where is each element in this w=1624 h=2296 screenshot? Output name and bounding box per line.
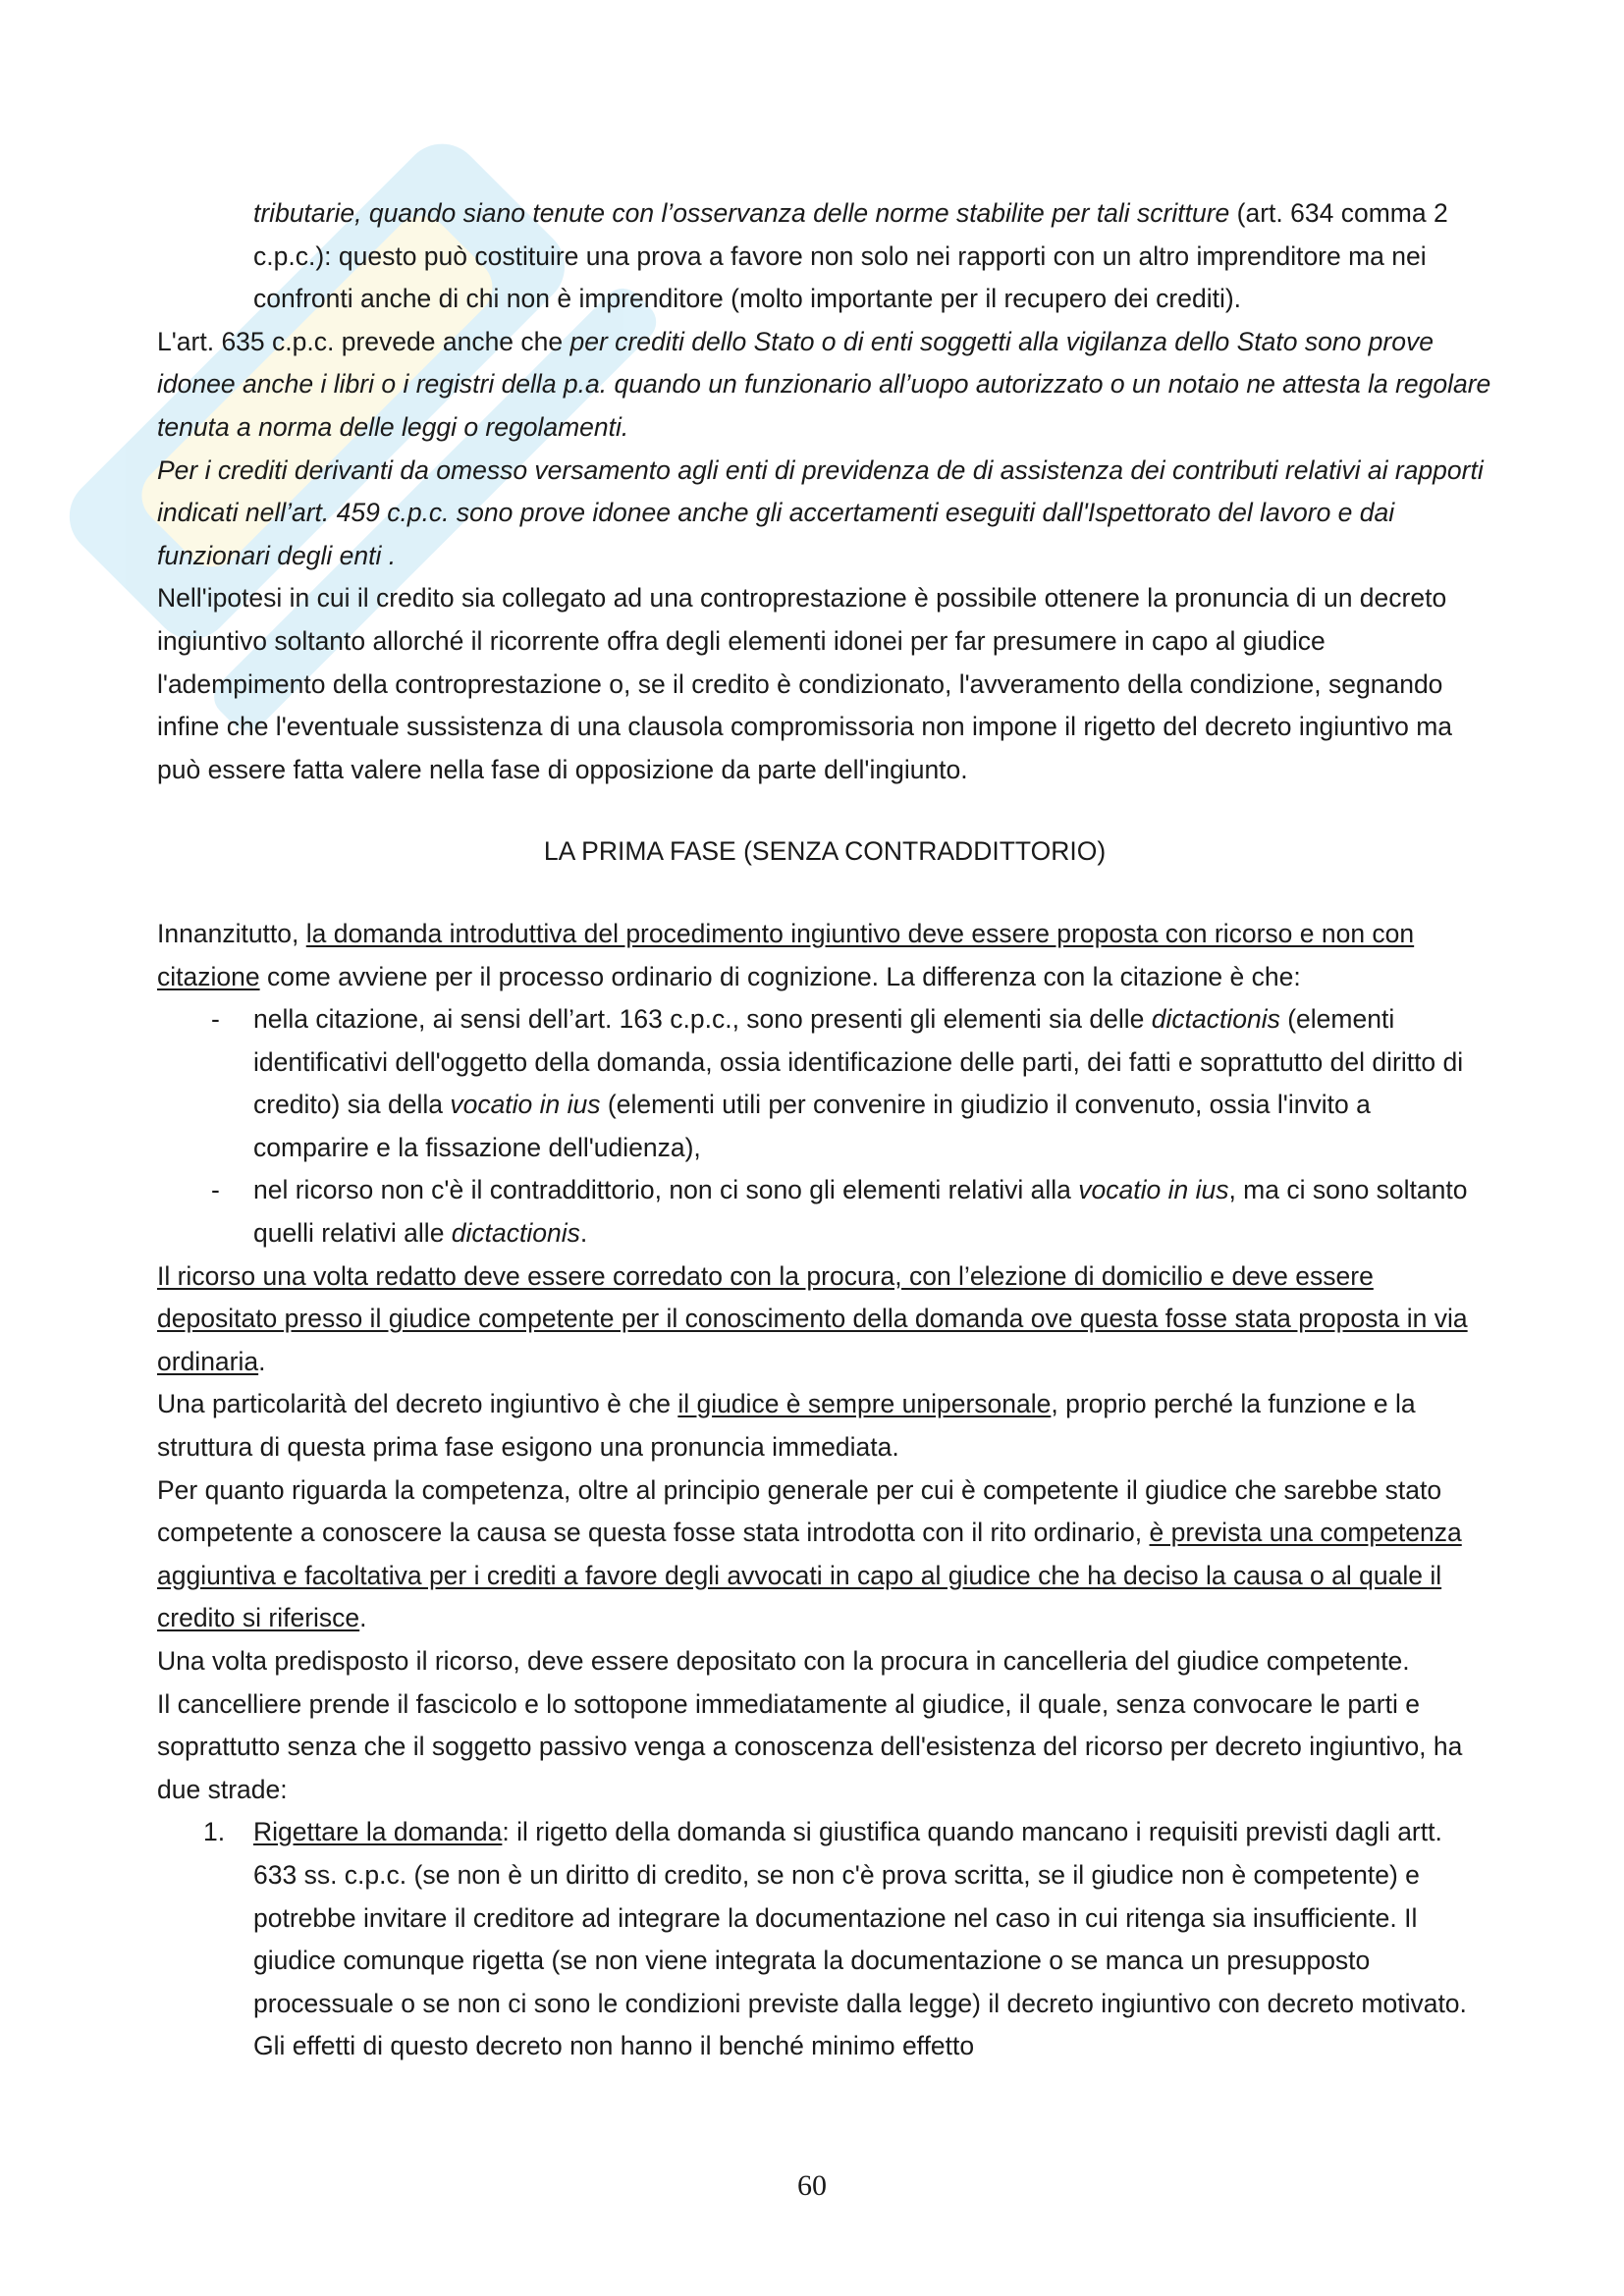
section-title: LA PRIMA FASE (SENZA CONTRADDITTORIO) — [543, 836, 1107, 867]
list-item: - nella citazione, ai sensi dell’art. 163 c.p.c., sono presenti gli elementi sia delle dictactionis (elementi identificativi dell'oggetto della domanda, ossia identificazione delle parti, dei fatti e soprattutto del diritto di credito) sia della vocatio in ius (elementi utili per convenire in giudizio il convenuto, ossia l'invito a comparire e la fissazione dell'udienza), — [211, 1004, 1464, 1162]
paragraph-crediti-previdenza: Per i crediti derivanti da omesso versamento agli enti di previdenza de di assistenza dei contributi relativi ai rapporti indicati nell’art. 459 c.p.c. sono prove idonee anche gli accertamenti eseguiti dall'Ispettorato del lavoro e dai funzionari degli enti . — [157, 454, 1484, 570]
paragraph-competenza: Per quanto riguarda la competenza, oltre al principio generale per cui è competente il giudice che sarebbe stato competente a conoscere la causa se questa fosse stata introdotta con il rito ordinario, è prevista una competenza aggiuntiva e facoltativa per i crediti a favore degli avvocati in capo al giudice che ha deciso la causa o al quale il credito si riferisce. — [157, 1474, 1462, 1633]
document-body — [157, 192, 1492, 2068]
numbered-list — [157, 1811, 1492, 2068]
list-item: - nel ricorso non c'è il contraddittorio, non ci sono gli elementi relativi alla vocatio in ius, ma ci sono soltanto quelli relativi alle dictactionis. — [211, 1175, 1468, 1249]
paragraph-cancelliere: Il cancelliere prende il fascicolo e lo sottopone immediatamente al giudice, il quale, senza convocare le parti e soprattutto senza che il soggetto passivo venga a conoscenza dell'esistenza del ricorso per decreto ingiuntivo, ha due strade: — [157, 1688, 1463, 1804]
bullet-list — [157, 998, 1492, 1255]
paragraph-deposito: Una volta predisposto il ricorso, deve essere depositato con la procura in cancelleria del giudice competente. — [157, 1646, 1410, 1676]
page-number: 60 — [797, 2169, 827, 2202]
paragraph-giudice-unipersonale: Una particolarità del decreto ingiuntivo è che il giudice è sempre unipersonale, proprio perché la funzione e la struttura di questa prima fase esigono una pronuncia immediata. — [157, 1389, 1416, 1463]
paragraph-art-635: L'art. 635 c.p.c. prevede anche che per crediti dello Stato o di enti soggetti alla vigilanza dello Stato sono prove idonee anche i libri o i registri della p.a. quando un funzionario all’uopo autorizzato o un notaio ne attesta la regolare tenuta a norma delle leggi o regolamenti. — [157, 326, 1491, 442]
paragraph-ricorso-procura: Il ricorso una volta redatto deve essere corredato con la procura, con l’elezione di domicilio e deve essere depositato presso il giudice competente per il conoscimento della domanda ove questa fosse stata proposta in via ordinaria. — [157, 1260, 1468, 1376]
paragraph-continuation: tributarie, quando siano tenute con l’osservanza delle norme stabilite per tali scritture (art. 634 comma 2 c.p.c.): questo può costituire una prova a favore non solo nei rapporti con un altro imprenditore ma nei confronti anche di chi non è imprenditore (molto importante per il recupero dei crediti). — [253, 198, 1448, 314]
list-item: 1. Rigettare la domanda: il rigetto della domanda si giustifica quando mancano i requisiti previsti dagli artt. 633 ss. c.p.c. (se non è un diritto di credito, se non c'è prova scritta, se il giudice non è competente) e potrebbe invitare il creditore ad integrare la documentazione nel caso in cui ritenga sia insufficiente. Il giudice comunque rigetta (se non viene integrata la documentazione o se manca un presupposto processuale o se non ci sono le condizioni previste dalla legge) il decreto ingiuntivo con decreto motivato. Gli effetti di questo decreto non hanno il benché minimo effetto — [203, 1817, 1467, 2061]
paragraph-domanda-introduttiva: Innanzitutto, la domanda introduttiva del procedimento ingiuntivo deve essere proposta con ricorso e non con citazione come avviene per il processo ordinario di cognizione. La differenza con la citazione è che: — [157, 918, 1415, 991]
paragraph-controprestazione: Nell'ipotesi in cui il credito sia collegato ad una controprestazione è possibile ottenere la pronuncia di un decreto ingiuntivo soltanto allorché il ricorrente offra degli elementi idonei per far presumere in capo al giudice l'adempimento della controprestazione o, se il credito è condizionato, l'avveramento della condizione, segnando infine che l'eventuale sussistenza di una clausola compromissoria non impone il rigetto del decreto ingiuntivo ma può essere fatta valere nella fase di opposizione da parte dell'ingiunto. — [157, 583, 1453, 784]
